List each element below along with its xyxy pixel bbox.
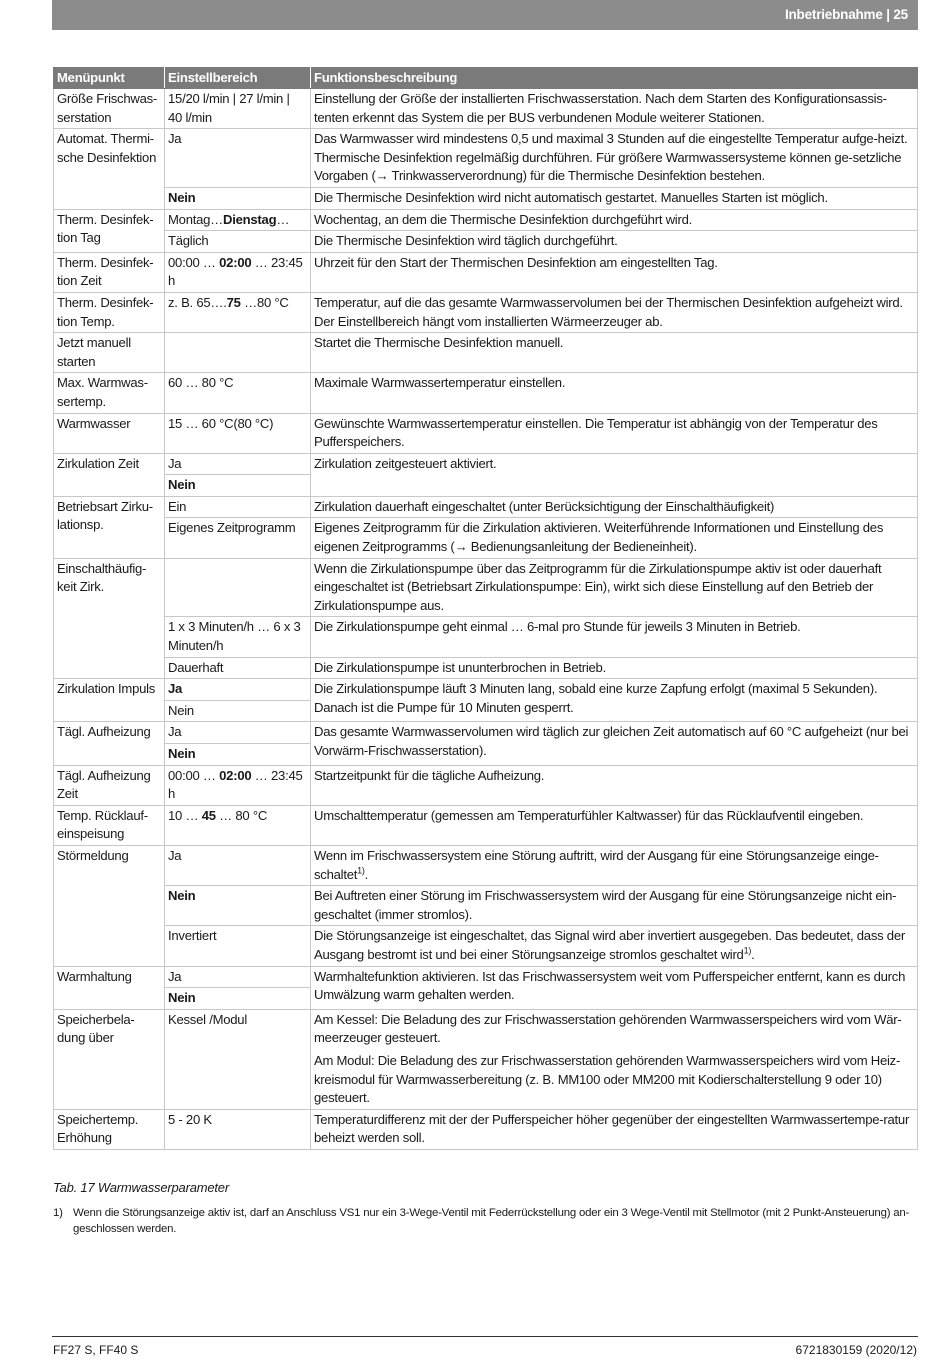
footnote-number: 1) [53, 1207, 63, 1219]
range-max: … 80 °C [215, 807, 268, 823]
table-row [54, 805, 918, 845]
description: Zirkulation dauerhaft eingeschaltet (unter Berücksichtigung der Einschalthäufigkeit) [311, 496, 918, 518]
col-header-range: Einstellbereich [165, 68, 311, 89]
menu-item: Warmwasser [54, 413, 165, 453]
description: Temperatur, auf die das gesamte Warmwasservolumen bei der Thermischen Desinfektion aufgeheizt wird. Der Einstellbereich hängt vom installierten Wärmeerzeuger ab. [311, 292, 918, 332]
parameter-table [53, 67, 918, 1150]
setting-range [165, 805, 311, 845]
description: Das gesamte Warmwasservolumen wird täglich zur gleichen Zeit automatisch auf 60 °C aufgeheizt (nur bei Vorwärm-Frischwasserstation). [311, 722, 918, 765]
header-separator: | [886, 7, 890, 22]
table-row [54, 209, 918, 231]
range-default: 45 [201, 807, 216, 823]
menu-item: Störmeldung [54, 845, 165, 966]
description: Bei Auftreten einer Störung im Frischwassersystem wird der Ausgang für eine Störungsanzeige nicht ein-geschaltet (immer stromlos). [311, 886, 918, 926]
menu-item: Max. Warmwas-sertemp. [54, 373, 165, 413]
setting-range: Nein [165, 988, 311, 1010]
description-paragraph: Am Kessel: Die Beladung des zur Frischwasserstation gehörenden Warmwasserspeichers wird vom Wär-meerzeuger gesteuert. [314, 1011, 902, 1046]
table-row [54, 231, 918, 253]
menu-item: Speichertemp. Erhöhung [54, 1109, 165, 1149]
setting-range: Invertiert [165, 926, 311, 966]
range-start-day: Montag… [168, 211, 224, 227]
setting-range: 15/20 l/min | 27 l/min | 40 l/min [165, 89, 311, 129]
setting-range: Ein [165, 496, 311, 518]
description-paragraph: Am Modul: Die Beladung des zur Frischwasserstation gehörenden Warmwasserspeichers wird vom Heiz-kreismodul für Warmwasserbereitung (z. B. MM100 oder MM200 mit Kodierschalterstellung 9 oder 10) gesteuert. [314, 1052, 901, 1106]
setting-range: Ja [165, 845, 311, 885]
footnote [53, 1205, 919, 1238]
table-header-row [54, 68, 918, 89]
table-row [54, 617, 918, 657]
setting-range [165, 333, 311, 373]
footer-doc-number: 6721830159 (2020/12) [795, 1343, 917, 1357]
setting-range: Ja [165, 129, 311, 188]
menu-item: Therm. Desinfek-tion Zeit [54, 252, 165, 292]
setting-range: Nein [165, 475, 311, 497]
menu-item: Zirkulation Impuls [54, 679, 165, 722]
footnote-reference: 1) [357, 865, 365, 876]
setting-range [165, 292, 311, 332]
description: Eigenes Zeitprogramm für die Zirkulation aktivieren. Weiterführende Informationen und Einstellung des eigenen Zeitprogramms (→ Bedienungsanleitung der Bedieneinheit). [311, 518, 918, 558]
range-min: 10 … [168, 807, 202, 823]
menu-item: Tägl. Aufheizung Zeit [54, 765, 165, 805]
menu-item: Automat. Thermi-sche Desinfektion [54, 129, 165, 209]
menu-item: Speicherbela-dung über [54, 1009, 165, 1109]
parameter-table-wrap [53, 67, 917, 1150]
table-row [54, 413, 918, 453]
menu-item: Temp. Rücklauf-einspeisung [54, 805, 165, 845]
range-max: … 23:45 h [168, 767, 303, 802]
description: Wochentag, an dem die Thermische Desinfektion durchgeführt wird. [311, 209, 918, 231]
description [311, 1009, 918, 1109]
col-header-menu: Menüpunkt [54, 68, 165, 89]
menu-item: Größe Frischwas-serstation [54, 89, 165, 129]
table-row [54, 722, 918, 744]
col-header-description: Funktionsbeschreibung [311, 68, 918, 89]
table-row [54, 89, 918, 129]
range-default: 02:00 [219, 254, 252, 270]
description: Startet die Thermische Desinfektion manuell. [311, 333, 918, 373]
description: Die Zirkulationspumpe geht einmal … 6-mal pro Stunde für jeweils 3 Minuten in Betrieb. [311, 617, 918, 657]
setting-range: Ja [165, 679, 311, 701]
range-continuation: … [276, 211, 290, 227]
description-text: Wenn im Frischwassersystem eine Störung auftritt, wird der Ausgang für eine Störungsanzeige einge-schaltet [314, 847, 879, 882]
range-min: z. B. 65…. [168, 294, 227, 310]
description: Gewünschte Warmwassertemperatur einstellen. Die Temperatur ist abhängig von der Temperatur des Pufferspeichers. [311, 413, 918, 453]
setting-range: Ja [165, 453, 311, 475]
table-row [54, 373, 918, 413]
table-row [54, 496, 918, 518]
table-row [54, 129, 918, 188]
description: Die Zirkulationspumpe läuft 3 Minuten lang, sobald eine kurze Zapfung erfolgt (maximal 5 Sekunden). Danach ist die Pumpe für 10 Minuten gesperrt. [311, 679, 918, 722]
setting-range [165, 765, 311, 805]
table-row [54, 657, 918, 679]
description: Temperaturdifferenz mit der der Pufferspeicher höher gegenüber der eingestellten Warmwassertempe-ratur beheizt werden soll. [311, 1109, 918, 1149]
menu-item: Warmhaltung [54, 966, 165, 1009]
description: Einstellung der Größe der installierten Frischwasserstation. Nach dem Starten des Konfigurationsassis-tenten erkennt das System die per BUS verbundenen Module weiterer Stationen. [311, 89, 918, 129]
table-row [54, 453, 918, 475]
menu-item: Zirkulation Zeit [54, 453, 165, 496]
description: Startzeitpunkt für die tägliche Aufheizung. [311, 765, 918, 805]
table-row [54, 1109, 918, 1149]
table-row [54, 558, 918, 617]
description: Zirkulation zeitgesteuert aktiviert. [311, 453, 918, 496]
description: Die Thermische Desinfektion wird täglich durchgeführt. [311, 231, 918, 253]
setting-range: 60 … 80 °C [165, 373, 311, 413]
description: Wenn die Zirkulationspumpe über das Zeitprogramm für die Zirkulationspumpe aktiv ist oder dauerhaft eingeschaltet ist (Betriebsart Zirkulationspumpe: Ein), wirkt sich diese Einstellung auf den Betrieb der Zirkulationspumpe aus. [311, 558, 918, 617]
description: Die Störungsanzeige ist eingeschaltet, das Signal wird aber invertiert ausgegeben. Das bedeutet, dass der Ausgang bestromt ist und bei einer Störungsanzeige stromlos geschaltet wird$^{1)}$. [311, 926, 918, 966]
menu-item: Einschalthäufig-keit Zirk. [54, 558, 165, 679]
section-title: Inbetriebnahme [784, 7, 883, 22]
setting-range [165, 209, 311, 231]
range-default-day: Dienstag [223, 211, 277, 227]
table-row [54, 765, 918, 805]
menu-item: Jetzt manuell starten [54, 333, 165, 373]
footnote-text: Wenn die Störungsanzeige aktiv ist, darf an Anschluss VS1 nur ein 3-Wege-Ventil mit Federrückstellung oder ein 3 Wege-Ventil mit Stellmotor (mit 2 Punkt-Ansteuerung) an-geschlossen werden. [73, 1207, 910, 1236]
table-row [54, 845, 918, 885]
footer-divider [52, 1336, 918, 1337]
setting-range: Täglich [165, 231, 311, 253]
menu-item: Betriebsart Zirku-lationsp. [54, 496, 165, 558]
setting-range [165, 558, 311, 617]
table-row [54, 886, 918, 926]
description-text: Die Störungsanzeige ist eingeschaltet, das Signal wird aber invertiert ausgegeben. Das bedeutet, dass der Ausgang bestromt ist und bei einer Störungsanzeige stromlos geschaltet wird [314, 928, 905, 962]
setting-range: Nein [165, 187, 311, 209]
table-row [54, 1009, 918, 1109]
description: Die Zirkulationspumpe ist ununterbrochen in Betrieb. [311, 657, 918, 679]
range-min: 00:00 … [168, 767, 220, 783]
setting-range: Ja [165, 966, 311, 988]
description: Maximale Warmwassertemperatur einstellen. [311, 373, 918, 413]
setting-range: Eigenes Zeitprogramm [165, 518, 311, 558]
page-number: 25 [893, 7, 908, 22]
footer-model: FF27 S, FF40 S [53, 1343, 139, 1357]
setting-range: Ja [165, 722, 311, 744]
setting-range: Nein [165, 744, 311, 766]
table-row [54, 926, 918, 966]
range-default: 75 [226, 294, 241, 310]
range-min: 00:00 … [168, 254, 220, 270]
page-header [785, 7, 908, 22]
setting-range: 5 - 20 K [165, 1109, 311, 1149]
description: Wenn im Frischwassersystem eine Störung auftritt, wird der Ausgang für eine Störungsanzeige einge-schaltet$^{1)}$. [311, 845, 918, 885]
description: Die Thermische Desinfektion wird nicht automatisch gestartet. Manuelles Starten ist möglich. [311, 187, 918, 209]
range-default: 02:00 [219, 767, 252, 783]
description: Uhrzeit für den Start der Thermischen Desinfektion am eingestellten Tag. [311, 252, 918, 292]
table-row [54, 679, 918, 701]
menu-item: Therm. Desinfek-tion Temp. [54, 292, 165, 332]
footnote-reference: 1) [743, 945, 752, 956]
table-row [54, 333, 918, 373]
setting-range: 1 x 3 Minuten/h … 6 x 3 Minuten/h [165, 617, 311, 657]
description: Umschalttemperatur (gemessen am Temperaturfühler Kaltwasser) für das Rücklaufventil eingeben. [311, 805, 918, 845]
table-row [54, 187, 918, 209]
description: Das Warmwasser wird mindestens 0,5 und maximal 3 Stunden auf die eingestellte Temperatur aufge-heizt. Thermische Desinfektion regelmäßig durchführen. Für größere Warmwassersysteme können ge-setzliche Vorgaben (→ Trinkwasserverordnung) für die Thermische Desinfektion bestehen. [311, 129, 918, 188]
range-max: …80 °C [240, 294, 289, 310]
page-header-bar [52, 0, 918, 30]
setting-range: 15 … 60 °C(80 °C) [165, 413, 311, 453]
table-row [54, 292, 918, 332]
setting-range [165, 252, 311, 292]
table-row [54, 966, 918, 988]
menu-item: Therm. Desinfek-tion Tag [54, 209, 165, 252]
description: Warmhaltefunktion aktivieren. Ist das Frischwassersystem weit vom Pufferspeicher entfernt, kann es durch Umwälzung warm gehalten werden. [311, 966, 918, 1009]
range-max: … 23:45 h [168, 254, 303, 289]
setting-range: Kessel /Modul [165, 1009, 311, 1109]
table-caption: Tab. 17 Warmwasserparameter [53, 1180, 229, 1195]
table-row [54, 518, 918, 558]
setting-range: Nein [165, 700, 311, 722]
setting-range: Nein [165, 886, 311, 926]
menu-item: Tägl. Aufheizung [54, 722, 165, 765]
setting-range: Dauerhaft [165, 657, 311, 679]
table-row [54, 252, 918, 292]
